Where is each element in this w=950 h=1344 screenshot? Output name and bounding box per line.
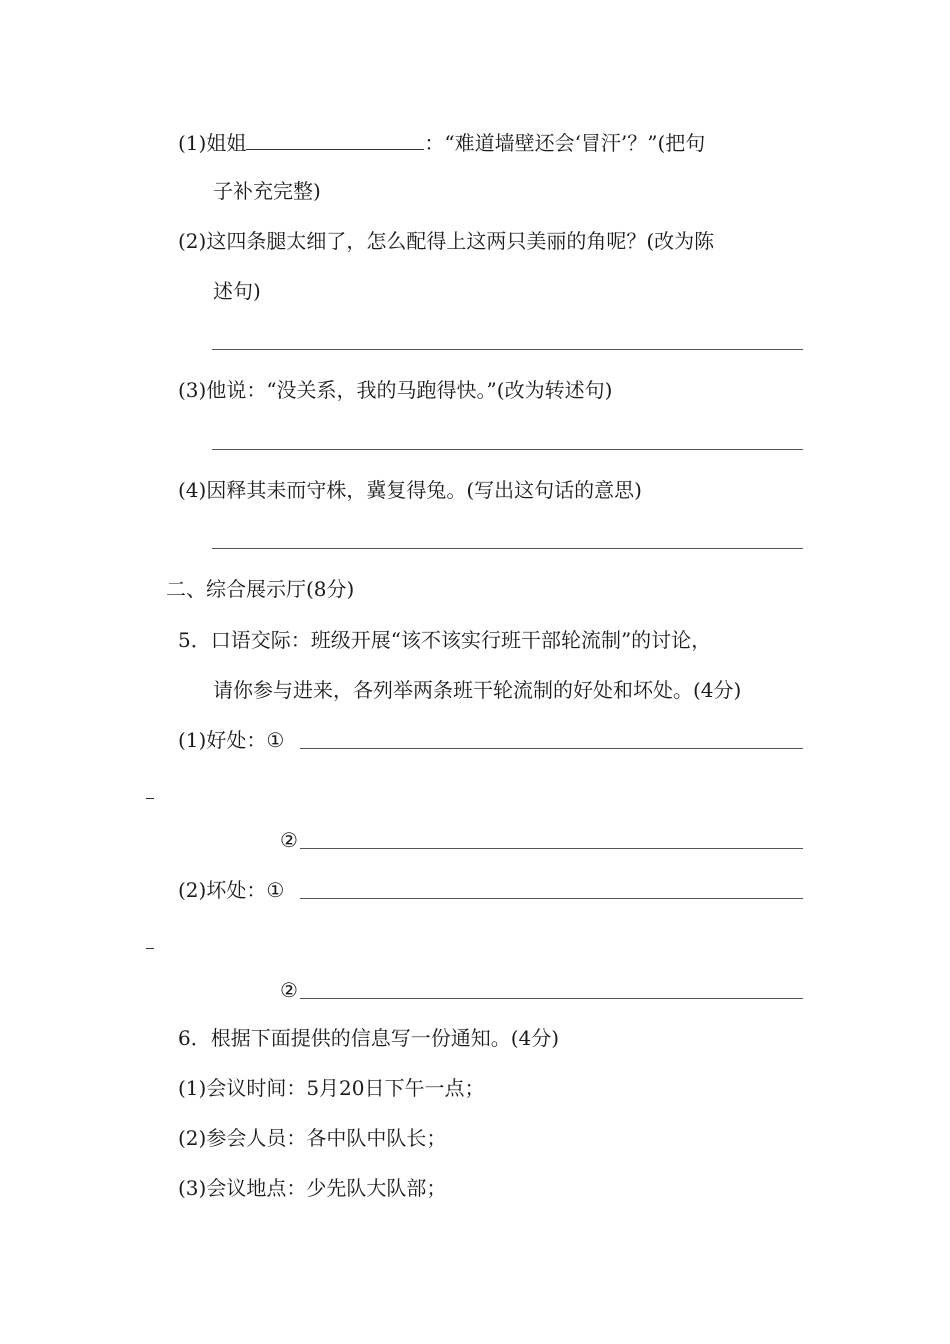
q5-good-row1 bbox=[178, 730, 284, 750]
q1-line1 bbox=[178, 131, 705, 153]
q1-prefix: (1)姐姐 bbox=[178, 131, 247, 155]
q5-good-label: (1)好处： bbox=[178, 728, 267, 752]
q2-line1: (2)这四条腿太细了，怎么配得上这两只美丽的角呢？(改为陈 bbox=[178, 229, 715, 253]
q5-bad-answer-2[interactable] bbox=[300, 998, 803, 999]
q4-line1: (4)因释其耒而守株，冀复得兔。(写出这句话的意思) bbox=[178, 478, 642, 502]
circled-one: ① bbox=[266, 878, 285, 902]
q5-good-answer-2[interactable] bbox=[300, 848, 803, 849]
q5-good-answer-1[interactable] bbox=[300, 748, 803, 749]
q3-line1: (3)他说：“没关系，我的马跑得快。”(改为转述句) bbox=[178, 378, 613, 402]
q5-bad-label: (2)坏处： bbox=[178, 878, 267, 902]
q2-line2: 述句) bbox=[213, 279, 261, 303]
q5-bad-row2 bbox=[280, 980, 298, 1000]
q5-line2: 请你参与进来，各列举两条班干轮流制的好处和坏处。(4分) bbox=[213, 678, 742, 702]
q4-answer-line[interactable] bbox=[212, 548, 803, 549]
q6-item-location: (3)会议地点：少先队大队部； bbox=[178, 1176, 447, 1200]
q1-line2: 子补充完整) bbox=[213, 179, 321, 203]
section-title: 二、综合展示厅(8分) bbox=[166, 577, 355, 601]
q5-bad-answer-1[interactable] bbox=[300, 898, 803, 899]
q2-answer-line[interactable] bbox=[212, 349, 803, 350]
q5-bad-row1 bbox=[178, 880, 284, 900]
q1-suffix: ：“难道墙壁还会‘冒汗’？”(把句 bbox=[424, 131, 706, 155]
q1-fill-blank[interactable] bbox=[246, 131, 424, 150]
q5-line1: 5．口语交际：班级开展“该不该实行班干部轮流制”的讨论， bbox=[178, 628, 712, 652]
circled-two: ② bbox=[280, 978, 298, 1002]
circled-two: ② bbox=[280, 828, 298, 852]
q6-title: 6．根据下面提供的信息写一份通知。(4分) bbox=[178, 1026, 560, 1050]
q3-answer-line[interactable] bbox=[212, 449, 803, 450]
q6-item-time: (1)会议时间：5月20日下午一点； bbox=[178, 1076, 485, 1100]
stray-dash bbox=[146, 948, 154, 949]
stray-dash bbox=[146, 798, 154, 799]
circled-one: ① bbox=[266, 728, 285, 752]
q6-item-attendees: (2)参会人员：各中队中队长； bbox=[178, 1126, 447, 1150]
q5-good-row2 bbox=[280, 830, 298, 850]
